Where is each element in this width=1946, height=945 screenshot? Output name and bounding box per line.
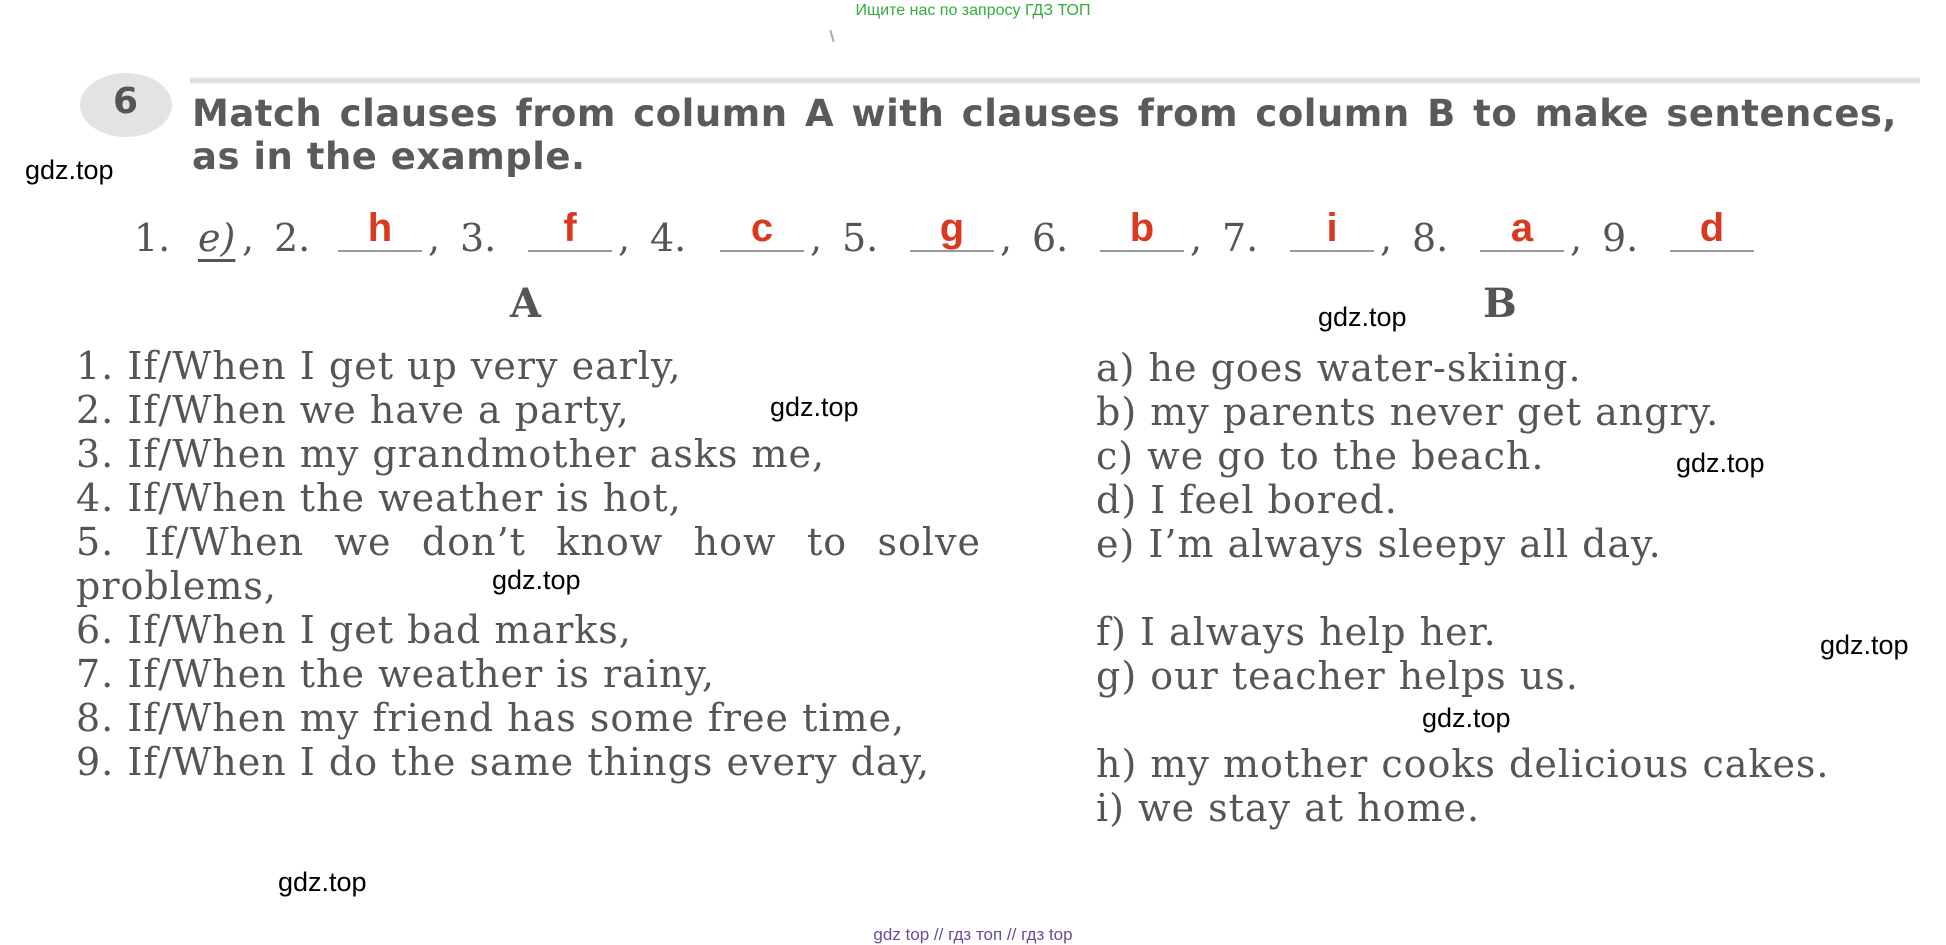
column-b-item: g) our teacher helps us. xyxy=(1096,654,1579,698)
column-a-item: 6. If/When I get bad marks, xyxy=(76,608,632,652)
column-b-item: c) we go to the beach. xyxy=(1096,434,1545,478)
answer-value: g xyxy=(939,206,965,250)
answer-value: b xyxy=(1129,206,1155,250)
header-rule xyxy=(190,77,1920,84)
exercise-number-badge xyxy=(80,73,172,137)
column-b-item: a) he goes water-skiing. xyxy=(1096,346,1582,390)
instruction-heading: Match clauses from column A with clauses from column B to make sentences, as in the example. xyxy=(192,92,1897,178)
column-b-item: d) I feel bored. xyxy=(1096,478,1398,522)
answer-value: h xyxy=(367,206,393,250)
answer-num: 1. xyxy=(134,216,171,260)
watermark: gdz.top xyxy=(770,392,859,422)
column-b-item: i) we stay at home. xyxy=(1096,786,1481,830)
column-a-item: 9. If/When I do the same things every day, xyxy=(76,740,931,784)
exercise-number: 6 xyxy=(113,81,139,122)
column-a-item: 8. If/When my friend has some free time, xyxy=(76,696,906,740)
answer-num: 2. xyxy=(274,216,311,260)
answer-num: 5. xyxy=(842,216,879,260)
answer-value: i xyxy=(1326,206,1338,250)
column-a-item: 5. If/When we don’t know how to solve problems, xyxy=(76,520,981,608)
column-a-item: 1. If/When I get up very early, xyxy=(76,344,682,388)
watermark: gdz.top xyxy=(1318,302,1407,332)
column-a-item: 4. If/When the weather is hot, xyxy=(76,476,682,520)
watermark: gdz.top xyxy=(1676,448,1765,478)
column-a-item: 3. If/When my grandmother asks me, xyxy=(76,432,826,476)
top-banner[interactable]: Ищите нас по запросу ГДЗ ТОП xyxy=(855,2,1091,19)
answer-num: 8. xyxy=(1412,216,1449,260)
column-b-item: e) I’m always sleepy all day. xyxy=(1096,522,1662,566)
answer-num: 4. xyxy=(650,216,687,260)
watermark: gdz.top xyxy=(1820,630,1909,660)
column-b xyxy=(1096,346,1830,830)
answer-sep: , xyxy=(242,216,255,260)
column-b-item: h) my mother cooks delicious cakes. xyxy=(1096,742,1830,786)
answer-value: d xyxy=(1699,206,1725,250)
column-a-header: A xyxy=(510,280,542,327)
column-b-item: b) my parents never get angry. xyxy=(1096,390,1720,434)
answer-num: 9. xyxy=(1602,216,1639,260)
answer-num: 7. xyxy=(1222,216,1259,260)
answer-value: a xyxy=(1510,206,1534,250)
scan-mark xyxy=(829,30,834,42)
answer-value: c xyxy=(750,206,774,250)
watermark: gdz.top xyxy=(278,867,367,897)
watermark: gdz.top xyxy=(1422,703,1511,733)
column-b-header: B xyxy=(1483,280,1517,327)
answer-num: 6. xyxy=(1032,216,1069,260)
column-b-item: f) I always help her. xyxy=(1096,610,1497,654)
answer-example: e) xyxy=(198,216,236,260)
watermark: gdz.top xyxy=(492,565,581,595)
column-a-item: 7. If/When the weather is rainy, xyxy=(76,652,715,696)
watermark: gdz.top xyxy=(25,155,114,185)
column-a-item: 2. If/When we have a party, xyxy=(76,388,630,432)
footer-links[interactable]: gdz top // гдз топ // гдз top xyxy=(873,925,1073,944)
answer-num: 3. xyxy=(460,216,497,260)
answer-value: f xyxy=(563,206,577,250)
